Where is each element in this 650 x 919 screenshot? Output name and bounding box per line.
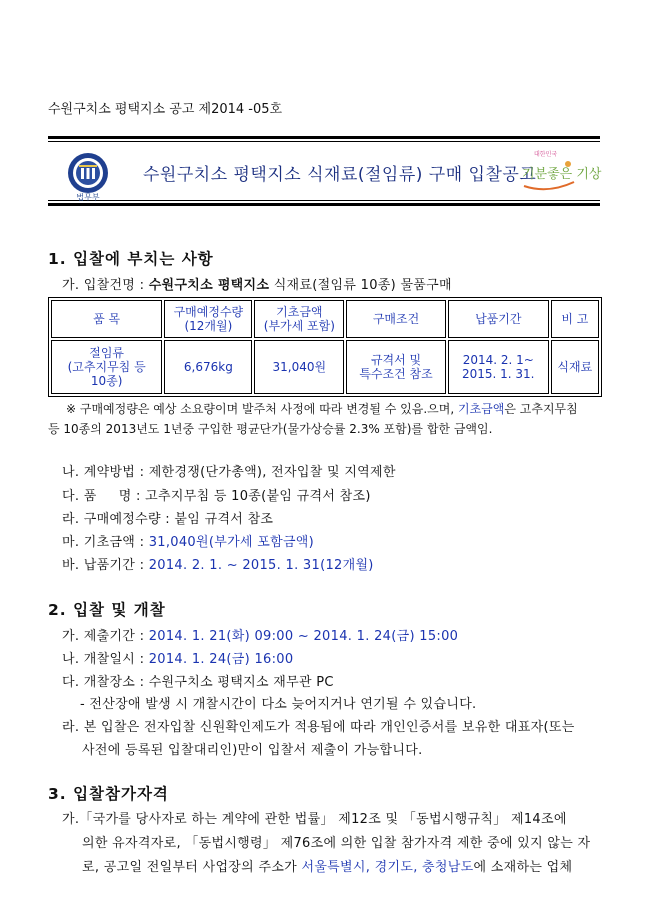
slogan-small-text: 대한민국 xyxy=(534,151,558,158)
cell-period: 2014. 2. 1~ 2015. 1. 31. xyxy=(448,340,549,394)
table-note-line2: 등 10종의 2013년도 1년중 구입한 평균단가(물가상승률 2.3% 포함)를 합한 금액임. xyxy=(48,422,493,436)
cell-base-price: 31,040원 xyxy=(254,340,344,394)
section3-heading: 3. 입찰참가자격 xyxy=(48,785,169,803)
e-bid-rule-line1: 라. 본 입찰은 전자입찰 신원확인제도가 적용됨에 따라 개인인증서를 보유한 대표자(또는 xyxy=(62,720,575,735)
opening-note: - 전산장애 발생 시 개찰시간이 다소 늦어지거나 연기될 수 있습니다. xyxy=(80,697,477,712)
e-bid-rule-line2: 사전에 등록된 입찰대리인)만이 입찰서 제출이 가능합니다. xyxy=(82,743,423,758)
section1-heading: 1. 입찰에 부치는 사항 xyxy=(48,250,214,268)
cell-item: 절임류 (고추지무침 등 10종) xyxy=(51,340,162,394)
item-name: 다. 품 명 : 고추지무침 등 10종(붙임 규격서 참조) xyxy=(62,489,371,504)
header-cell: 납품기간 xyxy=(448,300,549,338)
eligibility-line3: 로, 공고일 전일부터 사업장의 주소가 서울특별시, 경기도, 충청남도에 소재하는 업체 xyxy=(82,860,573,875)
contract-method: 나. 계약방법 : 제한경쟁(단가총액), 전자입찰 및 지역제한 xyxy=(62,465,396,480)
cell-condition: 규격서 및 특수조건 참조 xyxy=(346,340,446,394)
opening-datetime: 나. 개찰일시 : 2014. 1. 24(금) 16:00 xyxy=(62,652,294,667)
eligibility-line1: 가.「국가를 당사자로 하는 계약에 관한 법률」 제12조 및 「동법시행규칙」 제14조에 xyxy=(62,812,567,827)
table-header-row xyxy=(51,300,599,338)
title-box xyxy=(48,136,600,206)
slogan-logo xyxy=(520,146,602,198)
opening-place: 다. 개찰장소 : 수원구치소 평택지소 재무관 PC xyxy=(62,675,334,690)
header-cell: 구매조건 xyxy=(346,300,446,338)
header-cell: 비 고 xyxy=(551,300,599,338)
delivery-period: 바. 납품기간 : 2014. 2. 1. ~ 2015. 1. 31(12개월) xyxy=(62,558,374,573)
emblem-label: 법무부 xyxy=(76,193,100,202)
bid-table xyxy=(48,297,602,397)
bid-name: 가. 입찰건명 : 수원구치소 평택지소 식재료(절임류 10종) 물품구매 xyxy=(62,278,452,293)
cell-remark: 식재료 xyxy=(551,340,599,394)
table-row xyxy=(51,340,599,394)
slogan-main-text: 기분좋은 기상 xyxy=(522,167,602,182)
base-price: 마. 기초금액 : 31,040원(부가세 포함금액) xyxy=(62,535,315,550)
header-cell: 품 목 xyxy=(51,300,162,338)
header-cell: 기초금액 (부가세 포함) xyxy=(254,300,344,338)
ministry-emblem-icon xyxy=(66,151,110,195)
planned-quantity: 라. 구매예정수량 : 붙임 규격서 참조 xyxy=(62,512,274,527)
notice-number: 수원구치소 평택지소 공고 제2014 -05호 xyxy=(48,102,283,117)
header-cell: 구매예정수량 (12개월) xyxy=(164,300,252,338)
page-title: 수원구치소 평택지소 식재료(절임류) 구매 입찰공고 xyxy=(143,165,537,185)
table-note-line1: ※ 구매예정량은 예상 소요량이며 발주처 사정에 따라 변경될 수 있음.으며, 기초금액은 고추지무침 xyxy=(66,402,578,416)
cell-quantity: 6,676kg xyxy=(164,340,252,394)
eligibility-line2: 의한 유자격자로, 「동법시행령」 제76조에 의한 입찰 참가자격 제한 중에 있지 않는 자 xyxy=(82,836,591,851)
section2-heading: 2. 입찰 및 개찰 xyxy=(48,601,166,619)
submission-period: 가. 제출기간 : 2014. 1. 21(화) 09:00 ~ 2014. 1. 24(금) 15:00 xyxy=(62,629,459,644)
